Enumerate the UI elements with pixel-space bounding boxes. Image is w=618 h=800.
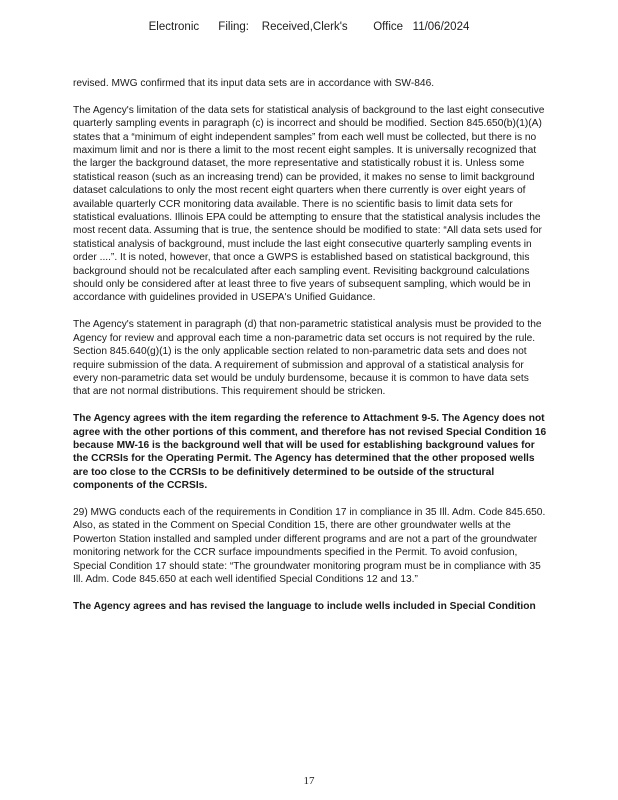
- paragraph: The Agency's limitation of the data sets for statistical analysis of background to the last eight consecutive quarterly sampling events in paragraph (c) is incorrect and should be modified. Section 845.650(b)(1)(A) states that a “minimum of eight independent samples” from each well must be collected, but there is no maximum limit and nor is there a limit to the most recent eight samples. It is universally recognized that the larger the background dataset, the more representative and statistically robust it is. Unless some statistical reason (such as an increasing trend) can be provided, it makes no sense to limit background dataset calculations to only the most recent eight quarters when there currently is over eight years of available quarterly CCR monitoring data available. There is no scientific basis to limit data sets for statistical evaluations. Illinois EPA could be attempting to ensure that the statistical analysis includes the most recent data. Assuming that is true, the sentence should be modified to state: “All data sets used for statistical analysis of background, must include the last eight consecutive quarterly sampling events in order ....”. It is noted, however, that once a GWPS is established based on statistical background, this background should not be recalculated after each sampling event. Revisiting background calculations should only be considered after at least three to five years of subsequent sampling, which would be in accordance with guidelines provided in USEPA's Unified Guidance.: [73, 104, 545, 304]
- agency-response-paragraph: The Agency agrees and has revised the language to include wells included in Special Condition: [73, 600, 536, 612]
- agency-response-paragraph: The Agency agrees with the item regarding the reference to Attachment 9-5. The Agency does not agree with the other portions of this comment, and therefore has not revised Special Condition 16 because MW-16 is the background well that will be used for establishing background values for the CCRSIs for the Operating Permit. The Agency has determined that the other proposed wells are too close to the CCRSIs to be definitively determined to be outside of the structural components of the CCRSIs.: [73, 413, 547, 492]
- paragraph: 29) MWG conducts each of the requirements in Condition 17 in compliance in 35 Ill. Adm. Code 845.650. Also, as stated in the Comment on Special Condition 15, there are other groundwater wells at the Powerton Station installed and sampled under different programs and are not a part of the groundwater monitoring network for the CCR surface impoundments specified in the Permit. To avoid confusion, Special Condition 17 should state: “The groundwater monitoring program must be in compliance with 35 Ill. Adm. Code 845.650 at each well identified Special Conditions 12 and 13.”: [73, 506, 546, 585]
- paragraph: The Agency's statement in paragraph (d) that non-parametric statistical analysis must be provided to the Agency for review and approval each time a non-parametric data set occurs is not required by the rule. Section 845.640(g)(1) is the only applicable section related to non-parametric data sets and does not require submission of the data. A requirement of submission and approval of a statistical analysis for every non-parametric data set would be unduly burdensome, because it is common to have data sets that are not normal distributions. This requirement should be stricken.: [73, 319, 542, 398]
- filing-header: Electronic Filing: Received,Clerk's Office 11/06/2024: [148, 21, 470, 33]
- page-number: 17: [303, 775, 315, 787]
- paragraph: revised. MWG confirmed that its input data sets are in accordance with SW-846.: [73, 78, 435, 89]
- document-body: [73, 77, 548, 627]
